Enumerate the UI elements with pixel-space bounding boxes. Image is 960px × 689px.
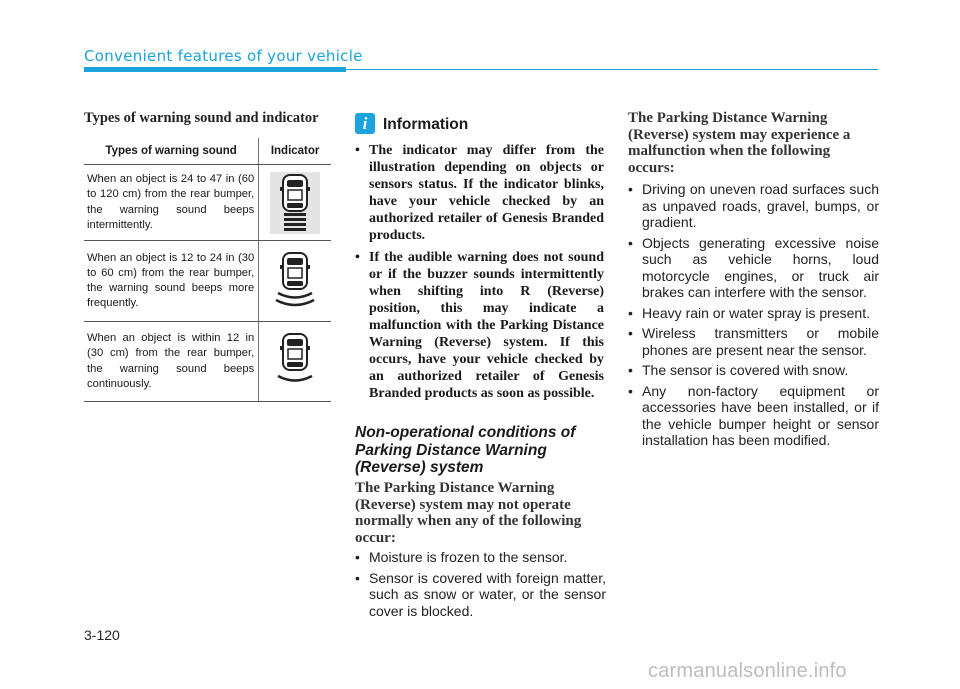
table-header-cell: Indicator — [259, 138, 331, 165]
list-item: • Wireless transmitters or mobile phones are present near the sensor. — [628, 325, 879, 358]
section-title: Convenient features of your vehicle — [84, 47, 363, 65]
non-operational-heading: Non-operational conditions of Parking Distance Warning (Reverse) system — [355, 424, 576, 476]
info-icon: i — [355, 113, 375, 134]
list-item: • The sensor is covered with snow. — [628, 362, 879, 379]
non-operational-subheading: The Parking Distance Warning (Reverse) system may not operate normally when any of the following occur: — [355, 480, 582, 546]
list-item: • Driving on uneven road surfaces such as unpaved roads, gravel, bumps, or gradient. — [628, 181, 879, 231]
table-row — [84, 322, 331, 402]
header-accent-bar — [84, 67, 346, 72]
indicator-cell — [259, 322, 331, 402]
table-row — [84, 241, 331, 322]
information-title: Information — [383, 116, 469, 133]
car-top-view-rear-single-arc-icon — [270, 331, 320, 393]
header-rule — [346, 69, 878, 70]
list-item: • Heavy rain or water spray is present. — [628, 305, 879, 322]
list-item: • Objects generating excessive noise such as vehicle horns, loud motorcycle engines, or truck air brakes can interfere with the sensor. — [628, 235, 879, 301]
warning-sound-description: When an object is within 12 in (30 cm) from the rear bumper, the warning sound beeps continuously. — [84, 322, 259, 402]
warning-sound-table — [84, 138, 331, 402]
car-top-view-full-rear-bars-icon — [270, 172, 320, 234]
indicator-cell — [259, 241, 331, 322]
list-item: • Sensor is covered with foreign matter, such as snow or water, or the sensor cover is blocked. — [355, 570, 606, 620]
warning-sound-description: When an object is 24 to 47 in (60 to 120 cm) from the rear bumper, the warning sound beeps intermittently. — [84, 165, 259, 241]
table-row — [84, 165, 331, 241]
list-item: • The indicator may differ from the illustration depending on objects or sensors status. If the indicator blinks, have your vehicle checked by an authorized retailer of Genesis Branded products. — [355, 142, 604, 244]
indicator-cell — [259, 165, 331, 241]
malfunction-subheading: The Parking Distance Warning (Reverse) system may experience a malfunction when the following occurs: — [628, 110, 851, 176]
page-number: 3-120 — [84, 627, 120, 643]
non-operational-list — [355, 549, 606, 623]
information-list — [355, 142, 604, 407]
table-header-cell: Types of warning sound — [84, 138, 259, 165]
table-header-row — [84, 138, 331, 165]
list-item: • Moisture is frozen to the sensor. — [355, 549, 606, 566]
list-item: • If the audible warning does not sound or if the buzzer sounds intermittently when shifting into R (Reverse) position, this may indicate a malfunction with the Parking Distance Warning (Reverse) system. If this occurs, have your vehicle checked by an authorized retailer of Genesis Branded products as soon as possible. — [355, 249, 604, 402]
car-top-view-rear-arcs-icon — [270, 250, 320, 312]
list-item: • Any non-factory equipment or accessories have been installed, or if the vehicle bumper height or sensor installation has been modified. — [628, 383, 879, 449]
warning-sound-description: When an object is 12 to 24 in (30 to 60 cm) from the rear bumper, the warning sound beeps more frequently. — [84, 241, 259, 322]
watermark: carmanualsonline.info — [648, 660, 847, 682]
malfunction-list — [628, 181, 879, 453]
warning-types-heading: Types of warning sound and indicator — [84, 110, 319, 126]
